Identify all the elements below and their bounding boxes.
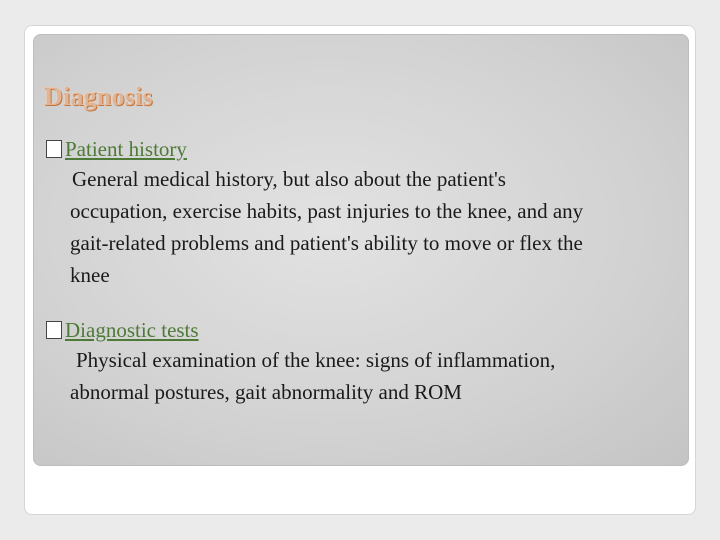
body-line: knee bbox=[70, 263, 110, 287]
item-body-patient-history bbox=[70, 163, 583, 291]
bullet-icon bbox=[46, 321, 62, 339]
item-heading: Patient history bbox=[65, 137, 187, 161]
bullet-icon bbox=[46, 140, 62, 158]
list-item-diagnostic-tests bbox=[46, 318, 199, 343]
item-body-diagnostic-tests bbox=[70, 344, 555, 408]
body-line: abnormal postures, gait abnormality and ROM bbox=[70, 380, 462, 404]
item-heading: Diagnostic tests bbox=[65, 318, 199, 342]
body-line: General medical history, but also about the patient's bbox=[72, 167, 506, 191]
body-line: gait-related problems and patient's ability to move or flex the bbox=[70, 231, 583, 255]
slide-title: Diagnosis bbox=[44, 82, 153, 111]
list-item-patient-history bbox=[46, 137, 187, 162]
body-line: occupation, exercise habits, past injuries to the knee, and any bbox=[70, 199, 584, 223]
body-line: Physical examination of the knee: signs of inflammation, bbox=[76, 348, 556, 372]
